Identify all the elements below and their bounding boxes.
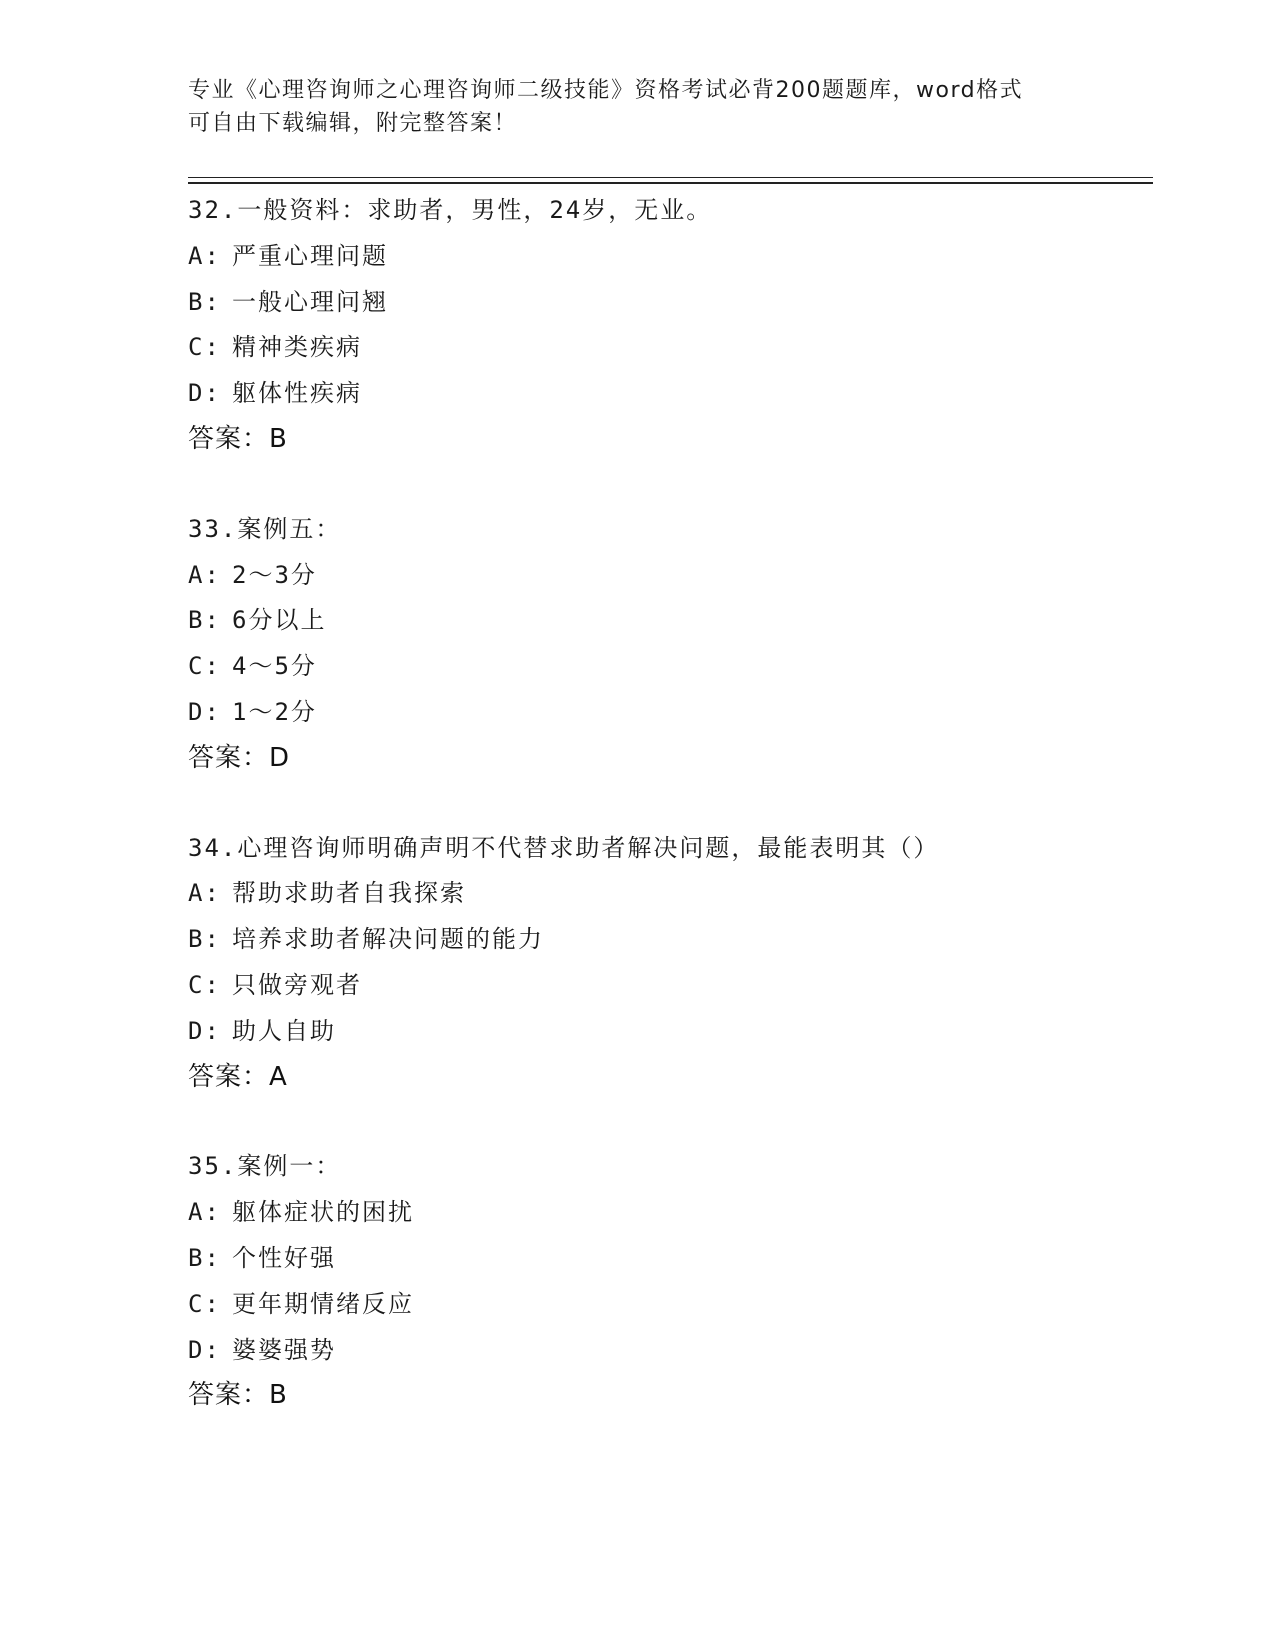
header-divider-thin [188,177,1153,178]
question-number: 33. [188,514,238,543]
question-35 [188,1144,1148,1419]
option-label: A: [188,879,221,908]
option-b [188,598,1148,644]
option-text: 躯体症状的困扰 [232,1198,414,1227]
option-a [188,234,1148,280]
question-stem [188,188,1148,234]
option-label: C: [188,333,221,362]
question-number: 32. [188,196,238,224]
option-text: 婆婆强势 [232,1335,336,1364]
option-text: 1～2分 [232,697,317,726]
option-a [188,871,1148,917]
option-label: D: [188,1335,221,1364]
option-c [188,644,1148,690]
option-text: 个性好强 [232,1243,336,1272]
header-line-2: 可自由下载编辑，附完整答案！ [188,111,518,136]
option-d [188,1328,1148,1374]
option-label: B: [188,925,221,954]
answer-line: 答案：A [188,1061,288,1092]
option-text: 助人自助 [232,1016,336,1045]
option-c [188,1282,1148,1328]
option-label: C: [188,652,221,681]
option-label: A: [188,241,221,270]
option-text: 躯体性疾病 [232,379,362,408]
question-stem [188,826,1148,872]
option-b [188,917,1148,963]
option-a [188,1190,1148,1236]
option-label: B: [188,606,221,635]
option-d [188,690,1148,736]
question-text: 心理咨询师明确声明不代替求助者解决问题，最能表明其（） [237,833,940,862]
question-stem [188,507,1148,553]
option-label: A: [188,560,221,589]
question-stem [188,1144,1148,1190]
option-text: 培养求助者解决问题的能力 [232,925,544,954]
answer-line: 答案：B [188,423,288,454]
option-a [188,553,1148,599]
question-number: 34. [188,833,238,862]
option-d [188,1009,1148,1055]
option-text: 4～5分 [232,652,317,681]
option-b [188,1236,1148,1282]
option-text: 6分以上 [232,606,327,635]
option-text: 2～3分 [232,560,317,589]
option-c [188,963,1148,1009]
question-text: 一般资料：求助者，男性，24岁，无业。 [237,196,713,224]
document-header [188,74,1088,140]
header-line-1: 专业《心理咨询师之心理咨询师二级技能》资格考试必背200题题库，word格式 [188,78,1024,103]
option-label: B: [188,1243,221,1272]
option-d [188,371,1148,417]
question-34 [188,826,1148,1101]
option-text: 一般心理问翘 [232,287,388,316]
question-33 [188,507,1148,782]
question-text: 案例一： [237,1152,342,1181]
question-text: 案例五： [237,514,342,543]
option-b [188,280,1148,326]
answer-line: 答案：D [188,742,291,773]
option-text: 精神类疾病 [232,333,362,362]
option-label: D: [188,697,221,726]
question-32 [188,188,1148,463]
option-label: A: [188,1198,221,1227]
option-label: C: [188,970,221,999]
option-label: D: [188,379,221,408]
answer-line: 答案：B [188,1380,288,1411]
option-label: C: [188,1289,221,1318]
header-divider-thick [188,182,1153,184]
option-text: 严重心理问题 [232,241,388,270]
option-c [188,325,1148,371]
option-text: 只做旁观者 [232,970,362,999]
option-label: D: [188,1016,221,1045]
option-text: 更年期情绪反应 [232,1289,414,1318]
option-label: B: [188,287,221,316]
question-list [188,188,1148,1419]
question-number: 35. [188,1152,238,1181]
option-text: 帮助求助者自我探索 [232,879,466,908]
